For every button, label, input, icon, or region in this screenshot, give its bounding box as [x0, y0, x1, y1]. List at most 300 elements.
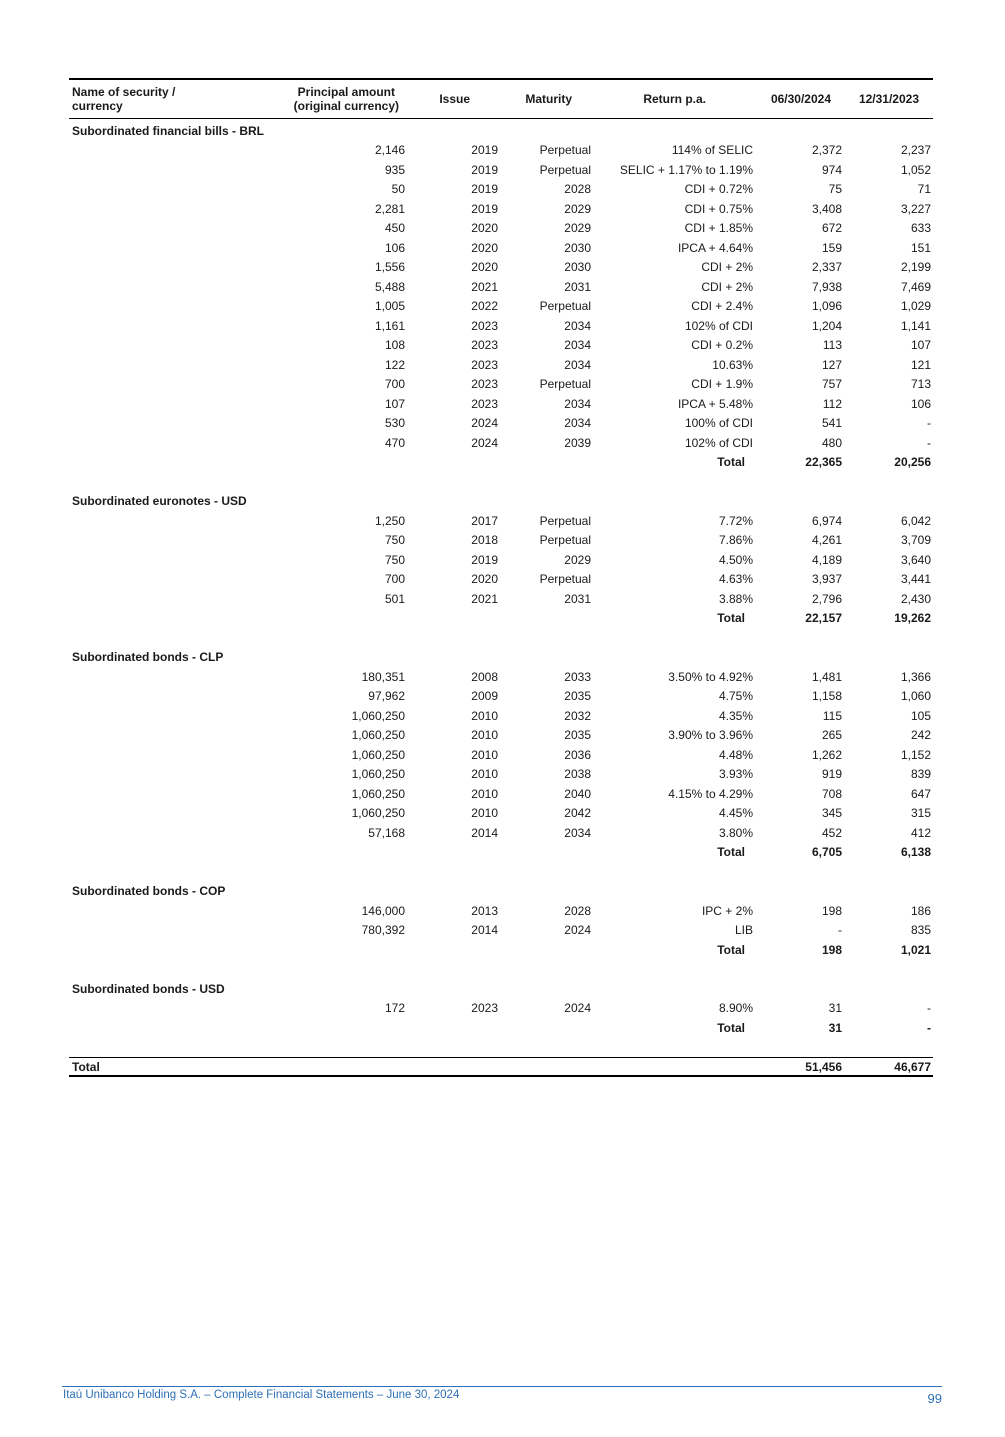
cell-name: [69, 921, 229, 941]
total-jun-2024: 31: [828, 1020, 842, 1035]
cell-principal: 2,146: [374, 143, 405, 158]
cell-jun: 113: [822, 338, 842, 353]
cell-jun: 159: [821, 240, 842, 255]
cell-name: [69, 804, 229, 824]
cell-maturity: 2042: [564, 806, 591, 821]
grand-total-dec-2023: 46,677: [844, 1058, 933, 1077]
cell-principal: 108: [384, 338, 405, 353]
cell-maturity: Perpetual: [539, 299, 591, 314]
cell-return: 4.75%: [718, 689, 753, 704]
cell-return: CDI + 0.75%: [684, 201, 753, 216]
page-number: 99: [927, 1391, 942, 1406]
cell-return: CDI + 0.72%: [684, 182, 753, 197]
cell-maturity: Perpetual: [539, 143, 591, 158]
section-title: Subordinated euronotes - USD: [72, 494, 247, 509]
spacer-row: [69, 862, 933, 882]
cell-maturity: Perpetual: [539, 377, 591, 392]
cell-name: [69, 667, 229, 687]
cell-dec: 835: [910, 923, 931, 938]
cell-principal: 1,060,250: [351, 747, 405, 762]
section-title: Subordinated bonds - CLP: [72, 650, 224, 665]
cell-dec: 106: [910, 396, 931, 411]
header-issue: Issue: [439, 92, 470, 106]
cell-issue: 2020: [471, 572, 498, 587]
cell-empty: [229, 843, 407, 863]
cell-return: CDI + 2%: [701, 260, 753, 275]
cell-principal: 530: [384, 416, 405, 431]
cell-jun: 4,189: [811, 552, 842, 567]
cell-maturity: 2040: [564, 786, 591, 801]
cell-maturity: 2039: [564, 435, 591, 450]
cell-maturity: 2031: [564, 591, 591, 606]
cell-maturity: 2033: [564, 669, 591, 684]
subordinated-debt-table-container: [69, 78, 933, 1077]
cell-dec: 7,469: [900, 279, 931, 294]
cell-issue: 2010: [471, 728, 498, 743]
cell-dec: 2,430: [900, 591, 931, 606]
cell-principal: 1,060,250: [351, 806, 405, 821]
cell-issue: 2024: [471, 435, 498, 450]
spacer-cell: [69, 862, 933, 882]
cell-principal: 1,060,250: [351, 728, 405, 743]
table-row: [69, 433, 933, 453]
cell-jun: 2,337: [811, 260, 842, 275]
cell-principal: 107: [384, 396, 405, 411]
cell-return: IPCA + 5.48%: [677, 396, 753, 411]
cell-principal: 700: [384, 572, 405, 587]
section-total-row: [69, 453, 933, 473]
cell-jun: 1,096: [811, 299, 842, 314]
table-row: [69, 745, 933, 765]
cell-name: [69, 901, 229, 921]
cell-jun: -: [838, 923, 842, 938]
cell-principal: 1,060,250: [351, 708, 405, 723]
cell-principal: 180,351: [361, 669, 405, 684]
cell-dec: 3,441: [900, 572, 931, 587]
cell-empty: [500, 609, 593, 629]
cell-issue: 2010: [471, 786, 498, 801]
cell-principal: 501: [384, 591, 405, 606]
cell-dec: 713: [910, 377, 931, 392]
cell-dec: 6,042: [900, 513, 931, 528]
table-row: [69, 277, 933, 297]
cell-name: [69, 238, 229, 258]
cell-name: [69, 550, 229, 570]
cell-dec: 107: [910, 338, 931, 353]
spacer-cell: [69, 960, 933, 980]
cell-principal: 935: [384, 162, 405, 177]
spacer-cell: [69, 472, 933, 492]
cell-issue: 2023: [471, 377, 498, 392]
cell-return: 114% of SELIC: [671, 143, 753, 158]
cell-name: [69, 336, 229, 356]
cell-issue: 2013: [471, 903, 498, 918]
table-row: [69, 550, 933, 570]
cell-maturity: 2034: [564, 416, 591, 431]
cell-issue: 2023: [471, 318, 498, 333]
header-maturity: Maturity: [525, 92, 572, 106]
cell-name: [69, 706, 229, 726]
cell-maturity: 2036: [564, 747, 591, 762]
cell-maturity: 2030: [564, 240, 591, 255]
cell-empty: [69, 453, 229, 473]
cell-return: CDI + 2.4%: [691, 299, 753, 314]
cell-name: [69, 433, 229, 453]
cell-return: 4.48%: [718, 747, 753, 762]
cell-return: CDI + 0.2%: [691, 338, 753, 353]
cell-jun: 541: [821, 416, 842, 431]
spacer-row: [69, 472, 933, 492]
table-header: [69, 79, 933, 119]
table-row: [69, 570, 933, 590]
spacer-row: [69, 1038, 933, 1058]
cell-dec: 151: [910, 240, 931, 255]
cell-jun: 708: [821, 786, 842, 801]
spacer-row: [69, 628, 933, 648]
total-dec-2023: 6,138: [900, 845, 931, 860]
cell-maturity: 2031: [564, 279, 591, 294]
cell-maturity: 2028: [564, 903, 591, 918]
cell-maturity: 2034: [564, 396, 591, 411]
cell-return: 3.50% to 4.92%: [668, 669, 753, 684]
section-total-row: [69, 609, 933, 629]
table-row: [69, 141, 933, 161]
cell-dec: 71: [917, 182, 931, 197]
table-row: [69, 414, 933, 434]
cell-return: CDI + 2%: [701, 279, 753, 294]
total-label: Total: [717, 845, 745, 860]
cell-jun: 2,372: [811, 143, 842, 158]
cell-name: [69, 355, 229, 375]
cell-maturity: 2029: [564, 221, 591, 236]
cell-principal: 1,161: [374, 318, 405, 333]
table-row: [69, 784, 933, 804]
cell-issue: 2023: [471, 338, 498, 353]
total-label: Total: [717, 455, 745, 470]
cell-issue: 2010: [471, 708, 498, 723]
cell-principal: 5,488: [374, 279, 405, 294]
cell-empty: [69, 1018, 229, 1038]
table-row: [69, 726, 933, 746]
cell-principal: 146,000: [361, 903, 405, 918]
cell-jun: 198: [821, 903, 842, 918]
cell-jun: 265: [821, 728, 842, 743]
cell-dec: 647: [910, 786, 931, 801]
table-row: [69, 297, 933, 317]
table-row: [69, 160, 933, 180]
total-label: Total: [717, 942, 745, 957]
cell-dec: -: [927, 435, 931, 450]
cell-dec: 1,052: [900, 162, 931, 177]
cell-name: [69, 687, 229, 707]
header-row: [69, 79, 933, 119]
cell-return: 4.63%: [718, 572, 753, 587]
cell-name: [69, 570, 229, 590]
cell-maturity: 2030: [564, 260, 591, 275]
cell-issue: 2023: [471, 357, 498, 372]
cell-dec: 315: [910, 806, 931, 821]
header-principal-line1: Principal amount: [297, 85, 395, 99]
cell-empty: [407, 609, 500, 629]
cell-dec: 3,640: [900, 552, 931, 567]
cell-issue: 2023: [471, 1001, 498, 1016]
cell-name: [69, 219, 229, 239]
table-row: [69, 355, 933, 375]
cell-jun: 919: [821, 767, 842, 782]
table-row: [69, 394, 933, 414]
cell-maturity: Perpetual: [539, 513, 591, 528]
table-row: [69, 336, 933, 356]
cell-principal: 97,962: [368, 689, 405, 704]
cell-issue: 2020: [471, 221, 498, 236]
cell-empty: [229, 453, 407, 473]
cell-jun: 1,481: [811, 669, 842, 684]
cell-principal: 57,168: [368, 825, 405, 840]
cell-principal: 106: [384, 240, 405, 255]
cell-jun: 974: [821, 162, 842, 177]
total-label: Total: [717, 1020, 745, 1035]
cell-name: [69, 375, 229, 395]
cell-jun: 6,974: [811, 513, 842, 528]
cell-maturity: 2034: [564, 357, 591, 372]
cell-issue: 2018: [471, 533, 498, 548]
cell-jun: 7,938: [811, 279, 842, 294]
section-title: Subordinated financial bills - BRL: [72, 123, 265, 138]
table-row: [69, 219, 933, 239]
spacer-cell: [69, 1038, 933, 1058]
cell-jun: 672: [821, 221, 842, 236]
cell-return: 100% of CDI: [684, 416, 753, 431]
cell-principal: 450: [384, 221, 405, 236]
cell-jun: 1,158: [811, 689, 842, 704]
cell-empty: [229, 940, 407, 960]
cell-jun: 1,262: [811, 747, 842, 762]
cell-name: [69, 726, 229, 746]
cell-issue: 2022: [471, 299, 498, 314]
header-principal-text: [294, 85, 399, 113]
section-title-row: [69, 979, 933, 999]
section-total-row: [69, 940, 933, 960]
cell-maturity: 2034: [564, 338, 591, 353]
cell-issue: 2019: [471, 552, 498, 567]
cell-dec: 1,152: [900, 747, 931, 762]
cell-issue: 2017: [471, 513, 498, 528]
cell-jun: 1,204: [811, 318, 842, 333]
cell-principal: 2,281: [374, 201, 405, 216]
table-row: [69, 316, 933, 336]
cell-principal: 122: [384, 357, 405, 372]
cell-dec: 1,060: [900, 689, 931, 704]
cell-name: [69, 999, 229, 1019]
cell-principal: 50: [391, 182, 405, 197]
cell-empty: [500, 1018, 593, 1038]
cell-maturity: 2032: [564, 708, 591, 723]
total-dec-2023: 1,021: [900, 942, 931, 957]
cell-issue: 2021: [471, 279, 498, 294]
cell-empty: [69, 843, 229, 863]
cell-jun: 480: [821, 435, 842, 450]
footer-text: Itaú Unibanco Holding S.A. – Complete Financial Statements – June 30, 2024: [63, 1389, 460, 1401]
cell-name: [69, 765, 229, 785]
table-row: [69, 804, 933, 824]
cell-dec: 1,029: [900, 299, 931, 314]
table-body: [69, 119, 933, 1077]
cell-empty: [407, 1058, 500, 1077]
table-row: [69, 765, 933, 785]
table-row: [69, 531, 933, 551]
cell-issue: 2020: [471, 260, 498, 275]
header-jun-2024: 06/30/2024: [770, 92, 831, 106]
cell-return: 7.72%: [718, 513, 753, 528]
cell-name: [69, 589, 229, 609]
grand-total-row: [69, 1058, 933, 1077]
cell-empty: [593, 1058, 755, 1077]
cell-maturity: 2024: [564, 1001, 591, 1016]
cell-jun: 2,796: [811, 591, 842, 606]
cell-empty: [407, 843, 500, 863]
cell-dec: 242: [910, 728, 931, 743]
spacer-cell: [69, 628, 933, 648]
grand-total-jun-2024: 51,456: [755, 1058, 844, 1077]
cell-jun: 75: [828, 182, 842, 197]
header-principal-line2: (original currency): [293, 99, 399, 113]
cell-maturity: 2034: [564, 318, 591, 333]
cell-maturity: Perpetual: [539, 162, 591, 177]
cell-return: 102% of CDI: [684, 318, 753, 333]
cell-return: 3.80%: [718, 825, 753, 840]
cell-return: 7.86%: [718, 533, 753, 548]
cell-name: [69, 277, 229, 297]
cell-dec: 1,366: [900, 669, 931, 684]
table-row: [69, 180, 933, 200]
cell-maturity: 2035: [564, 689, 591, 704]
section-title-row: [69, 882, 933, 902]
header-return: Return p.a.: [643, 92, 706, 106]
cell-dec: 3,227: [900, 201, 931, 216]
cell-jun: 4,261: [811, 533, 842, 548]
cell-jun: 3,408: [811, 201, 842, 216]
cell-issue: 2008: [471, 669, 498, 684]
cell-principal: 750: [384, 533, 405, 548]
cell-return: 3.90% to 3.96%: [668, 728, 753, 743]
cell-empty: [407, 1018, 500, 1038]
cell-return: 4.15% to 4.29%: [668, 786, 753, 801]
cell-issue: 2010: [471, 767, 498, 782]
cell-empty: [407, 453, 500, 473]
cell-empty: [407, 940, 500, 960]
cell-principal: 700: [384, 377, 405, 392]
cell-issue: 2019: [471, 162, 498, 177]
total-dec-2023: 19,262: [894, 611, 931, 626]
cell-dec: 3,709: [900, 533, 931, 548]
cell-maturity: 2028: [564, 182, 591, 197]
cell-issue: 2019: [471, 201, 498, 216]
cell-name: [69, 141, 229, 161]
cell-issue: 2021: [471, 591, 498, 606]
cell-issue: 2010: [471, 747, 498, 762]
cell-name: [69, 297, 229, 317]
cell-return: 4.45%: [718, 806, 753, 821]
cell-principal: 470: [384, 435, 405, 450]
cell-empty: [229, 609, 407, 629]
table-row: [69, 589, 933, 609]
cell-principal: 1,060,250: [351, 767, 405, 782]
cell-empty: [69, 609, 229, 629]
cell-name: [69, 784, 229, 804]
cell-maturity: Perpetual: [539, 533, 591, 548]
table-row: [69, 375, 933, 395]
cell-issue: 2019: [471, 143, 498, 158]
table-row: [69, 511, 933, 531]
cell-jun: 757: [821, 377, 842, 392]
cell-issue: 2014: [471, 825, 498, 840]
section-title-row: [69, 119, 933, 141]
cell-jun: 127: [821, 357, 842, 372]
cell-principal: 1,556: [374, 260, 405, 275]
cell-name: [69, 745, 229, 765]
cell-return: LIB: [734, 923, 753, 938]
cell-dec: 412: [910, 825, 931, 840]
cell-empty: [500, 940, 593, 960]
cell-maturity: Perpetual: [539, 572, 591, 587]
cell-issue: 2009: [471, 689, 498, 704]
subordinated-debt-table: [69, 78, 933, 1077]
total-jun-2024: 22,157: [805, 611, 842, 626]
table-row: [69, 238, 933, 258]
cell-principal: 750: [384, 552, 405, 567]
cell-jun: 112: [822, 396, 842, 411]
cell-principal: 1,005: [374, 299, 405, 314]
cell-name: [69, 823, 229, 843]
cell-return: IPCA + 4.64%: [677, 240, 753, 255]
cell-issue: 2024: [471, 416, 498, 431]
header-name: Name of security / currency: [72, 85, 176, 113]
cell-return: CDI + 1.9%: [691, 377, 753, 392]
cell-return: CDI + 1.85%: [684, 221, 753, 236]
cell-return: 102% of CDI: [684, 435, 753, 450]
cell-dec: -: [927, 416, 931, 431]
cell-dec: 186: [910, 903, 931, 918]
cell-empty: [500, 1058, 593, 1077]
cell-name: [69, 531, 229, 551]
cell-dec: 1,141: [900, 318, 931, 333]
header-dec-2023: 12/31/2023: [858, 92, 919, 106]
cell-issue: 2023: [471, 396, 498, 411]
cell-jun: 115: [822, 708, 842, 723]
cell-maturity: 2035: [564, 728, 591, 743]
cell-issue: 2010: [471, 806, 498, 821]
cell-principal: 1,060,250: [351, 786, 405, 801]
cell-jun: 3,937: [811, 572, 842, 587]
cell-maturity: 2029: [564, 201, 591, 216]
total-dec-2023: -: [927, 1020, 931, 1035]
cell-empty: [229, 1058, 407, 1077]
table-row: [69, 921, 933, 941]
cell-issue: 2020: [471, 240, 498, 255]
section-title-row: [69, 648, 933, 668]
table-row: [69, 687, 933, 707]
table-row: [69, 999, 933, 1019]
header-principal: [229, 79, 407, 119]
grand-total-label: Total: [69, 1058, 229, 1077]
section-title: Subordinated bonds - USD: [72, 981, 225, 996]
cell-empty: [500, 453, 593, 473]
cell-name: [69, 258, 229, 278]
cell-dec: 121: [910, 357, 931, 372]
cell-name: [69, 316, 229, 336]
table-row: [69, 258, 933, 278]
cell-maturity: 2038: [564, 767, 591, 782]
